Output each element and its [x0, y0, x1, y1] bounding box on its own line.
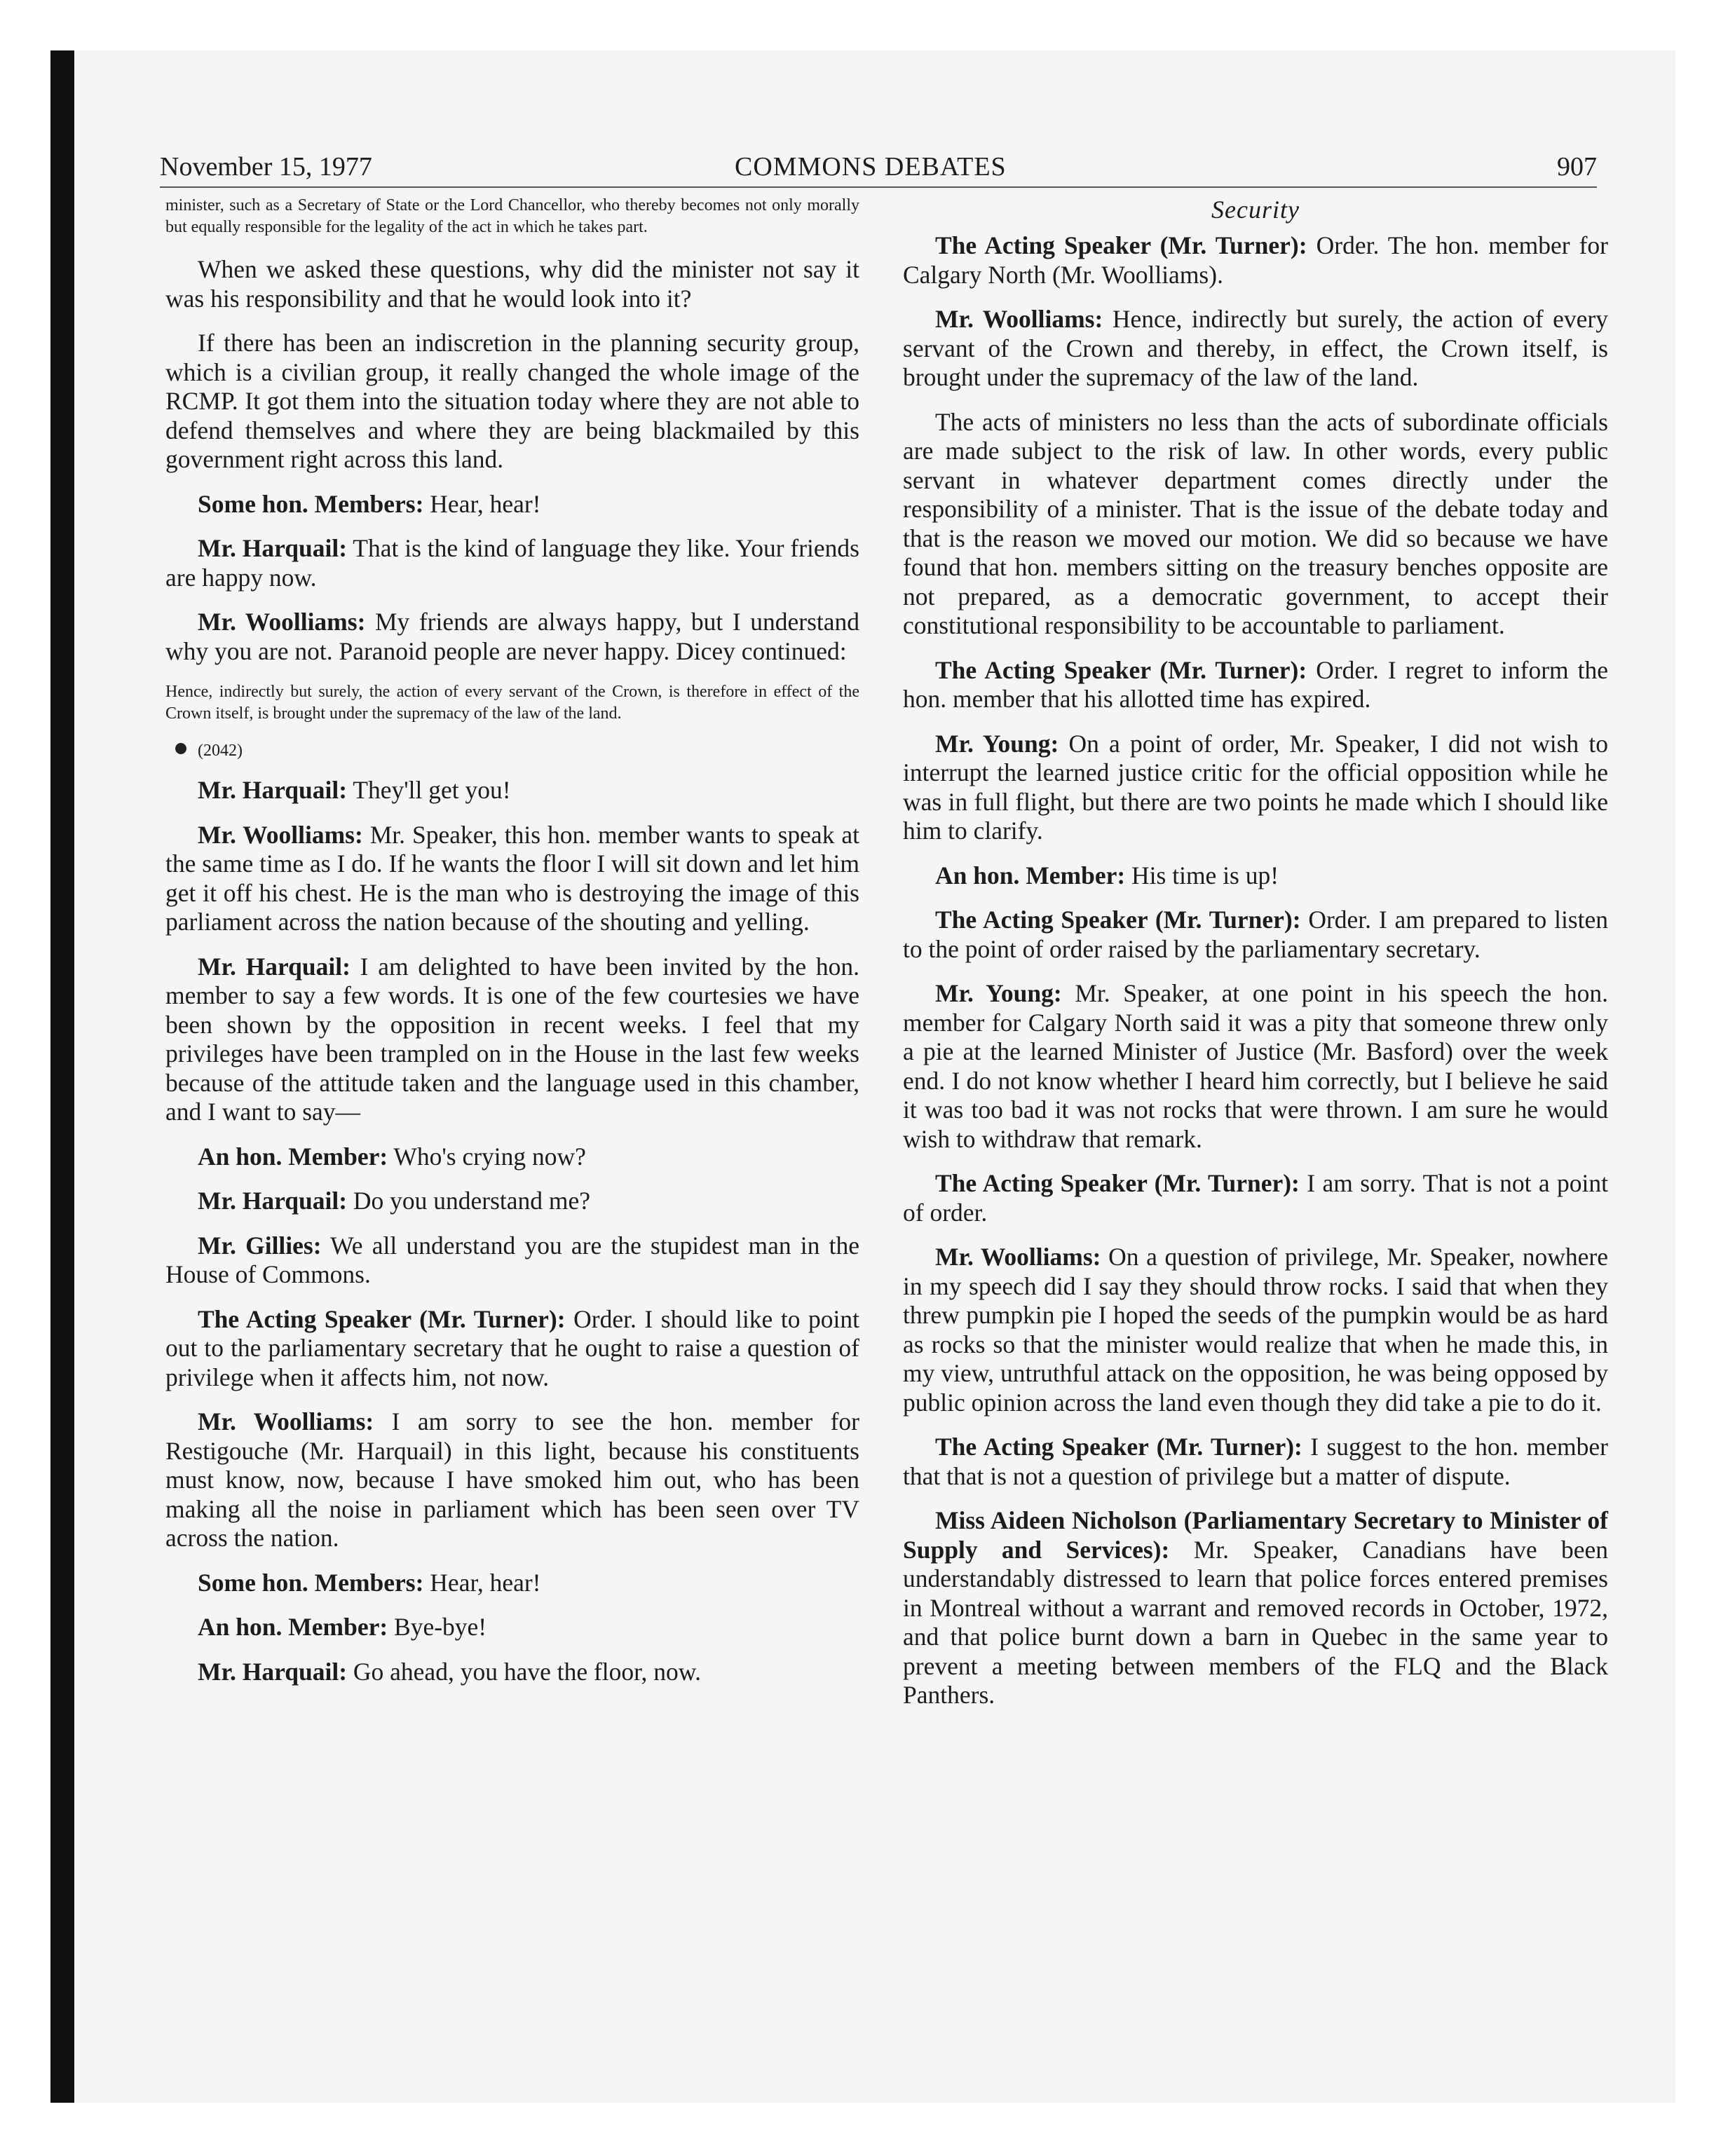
paragraph-text: Mr. Speaker, this hon. member wants to speak at the same time as I do. If he wants the floor I will sit down and let him get it off his chest. He is the man who is destroying the image of this parliament across the nation because of the shouting and yelling.	[165, 820, 860, 936]
speaker-name: Mr. Gillies:	[198, 1231, 322, 1260]
paragraph-text: Mr. Speaker, Canadians have been understandably distressed to learn that police forces entered premises in Montreal without a warrant and removed records in October, 1972, and that police burnt down a barn in Quebec in the same year to prevent a meeting between members of the FLQ and the Black Panthers.	[903, 1535, 1609, 1709]
speaker-name: Mr. Harquail:	[198, 952, 351, 981]
paragraph-text: Order. I should like to point out to the parliamentary secretary that he ought to raise a question of privilege when it affects him, not now.	[165, 1304, 860, 1391]
debate-paragraph	[903, 656, 1608, 714]
debate-paragraph	[165, 1658, 859, 1687]
section-title: Security	[1211, 196, 1300, 224]
debate-paragraph	[903, 730, 1608, 846]
debate-paragraph	[165, 490, 859, 519]
debate-paragraph	[165, 608, 859, 666]
paragraph-text: Who's crying now?	[388, 1142, 586, 1171]
header-date: November 15, 1977	[160, 152, 372, 182]
paragraph-text: We all understand you are the stupidest man in the House of Commons.	[165, 1231, 860, 1288]
paragraph-text: They'll get you!	[347, 776, 511, 804]
debate-paragraph	[165, 1305, 859, 1393]
speaker-name: Mr. Young:	[935, 729, 1059, 758]
speaker-name: The Acting Speaker (Mr. Turner):	[935, 655, 1307, 684]
speaker-name: Miss Aideen Nicholson (Parliamentary Secretary to Minister of Supply and Services):	[903, 1506, 1608, 1564]
debate-paragraph	[903, 906, 1608, 964]
speaker-name: The Acting Speaker (Mr. Turner):	[935, 1433, 1302, 1461]
paragraph-text: I suggest to the hon. member that that is not a question of privilege but a matter of dispute.	[903, 1433, 1608, 1490]
speaker-name: An hon. Member:	[935, 861, 1126, 889]
quoted-passage: Hence, indirectly but surely, the action of every servant of the Crown, is therefore in effect of the Crown itself, is brought under the supremacy of the law of the land.	[165, 683, 859, 723]
time-marker-text: (2042)	[198, 742, 243, 760]
debate-paragraph	[165, 953, 859, 1127]
paragraph-text: Bye-bye!	[388, 1613, 487, 1641]
debate-paragraph	[903, 231, 1608, 289]
speaker-name: Mr. Woolliams:	[935, 305, 1103, 333]
time-marker	[175, 742, 859, 760]
speaker-name: Mr. Harquail:	[198, 1187, 348, 1215]
speaker-name: Mr. Young:	[935, 979, 1062, 1007]
speaker-name: The Acting Speaker (Mr. Turner):	[198, 1304, 566, 1333]
debate-paragraph	[165, 1613, 859, 1642]
speaker-name: Mr. Woolliams:	[935, 1243, 1101, 1271]
speaker-name: Some hon. Members:	[198, 1568, 424, 1597]
paragraph-text: The acts of ministers no less than the acts of subordinate officials are made subject to the risk of law. In other words, every public servant in whatever department comes directly under the responsibility of a minister. That is the issue of the debate today and that is the reason we moved our motion. We did so because we have found that hon. members sitting on the treasury benches opposite are not prepared, as a democratic government, to accept their constitutional responsibility to be accountable to parliament.	[903, 407, 1608, 639]
speaker-name: The Acting Speaker (Mr. Turner):	[935, 1169, 1300, 1197]
speaker-name: Mr. Harquail:	[198, 534, 348, 562]
speaker-name: The Acting Speaker (Mr. Turner):	[935, 906, 1301, 934]
paragraph-text: On a point of order, Mr. Speaker, I did not wish to interrupt the learned justice critic for the official opposition while he was in full flight, but there are two points he made which I should like him to clarify.	[903, 729, 1608, 845]
debate-paragraph	[165, 1187, 859, 1216]
debate-paragraph	[165, 329, 859, 475]
speaker-name: Mr. Harquail:	[198, 776, 348, 804]
speaker-name: The Acting Speaker (Mr. Turner):	[935, 231, 1307, 259]
debate-paragraph	[165, 1142, 859, 1172]
debate-paragraph	[165, 776, 859, 805]
debate-paragraph	[165, 1569, 859, 1598]
debate-paragraph	[903, 979, 1608, 1154]
bullet-icon	[175, 743, 186, 754]
debate-paragraph	[165, 255, 859, 313]
paragraph-text: I am delighted to have been invited by the hon. member to say a few words. It is one of the few courtesies we have been shown by the opposition in recent weeks. I feel that my privileges have been trampled on in the House in the last few weeks because of the attitude taken and the language used in this chamber, and I want to say—	[165, 952, 859, 1126]
paragraph-text: Hear, hear!	[423, 1568, 541, 1597]
debate-paragraph	[165, 821, 859, 937]
paragraph-text: I am sorry. That is not a point of order.	[903, 1169, 1608, 1227]
quoted-passage: minister, such as a Secretary of State or the Lord Chancellor, who thereby becomes not only morally but equally responsible for the legality of the act in which he takes part.	[165, 196, 859, 236]
paragraph-text: If there has been an indiscretion in the planning security group, which is a civilian group, it really changed the whole image of the RCMP. It got them into the situation today where they are not able to defend themselves and where they are being blackmailed by this government right across this land.	[165, 329, 859, 473]
header-title: COMMONS DEBATES	[735, 152, 1007, 182]
binding-edge	[50, 50, 74, 2103]
paragraph-text: I am sorry to see the hon. member for Restigouche (Mr. Harquail) in this light, because his constituents must know, now, because I have smoked him out, who has been making all the noise in parliament which has been seen over TV across the nation.	[165, 1407, 859, 1552]
speaker-name: An hon. Member:	[198, 1142, 388, 1171]
speaker-name: Mr. Woolliams:	[198, 608, 366, 636]
paragraph-text: Hence, indirectly but surely, the action of every servant of the Crown and thereby, in effect, the Crown itself, is brought under the supremacy of the law of the land.	[903, 305, 1609, 391]
left-column	[165, 195, 859, 1702]
paragraph-text: Go ahead, you have the floor, now.	[347, 1657, 701, 1686]
paragraph-text: Order. I regret to inform the hon. member that his allotted time has expired.	[903, 655, 1609, 713]
paragraph-text: When we asked these questions, why did the minister not say it was his responsibility and that he would look into it?	[165, 255, 859, 313]
speaker-name: Mr. Harquail:	[198, 1657, 348, 1686]
paragraph-text: That is the kind of language they like. Your friends are happy now.	[165, 534, 859, 592]
debate-paragraph	[903, 305, 1608, 393]
paragraph-text: Order. I am prepared to listen to the point of order raised by the parliamentary secretary.	[903, 906, 1608, 963]
right-column	[903, 195, 1608, 1726]
page-number: 907	[1557, 152, 1597, 182]
debate-paragraph	[903, 1243, 1608, 1417]
speaker-name: Mr. Woolliams:	[198, 820, 363, 849]
speaker-name: An hon. Member:	[198, 1613, 388, 1641]
paragraph-text: Mr. Speaker, at one point in his speech the hon. member for Calgary North said it was a pity that someone threw only a pie at the learned Minister of Justice (Mr. Basford) over the week end. I do not know whether I heard him correctly, but I believe he said it was too bad it was not rocks that were thrown. I am sure he would wish to withdraw that remark.	[903, 979, 1608, 1153]
debate-paragraph	[903, 861, 1608, 891]
debate-paragraph	[165, 1407, 859, 1553]
paragraph-text: Do you understand me?	[347, 1187, 591, 1215]
debate-paragraph	[903, 408, 1608, 641]
paragraph-text: Order. The hon. member for Calgary North (Mr. Woolliams).	[903, 231, 1608, 289]
speaker-name: Mr. Woolliams:	[198, 1407, 374, 1435]
paragraph-text: My friends are always happy, but I understand why you are not. Paranoid people are never happy. Dicey continued:	[165, 608, 860, 665]
paragraph-text: His time is up!	[1125, 861, 1279, 889]
debate-paragraph	[165, 534, 859, 592]
debate-paragraph	[903, 1506, 1608, 1710]
debate-paragraph	[903, 1169, 1608, 1227]
speaker-name: Some hon. Members:	[198, 489, 424, 518]
paragraph-text: On a question of privilege, Mr. Speaker, nowhere in my speech did I say they should throw rocks. I said that when they threw pumpkin pie I hoped the seeds of the pumpkin would be as hard as rocks so that the minister would realize that when he made this, in my view, untruthful attack on the opposition, he was being opposed by public opinion across the land even though they did take a pie to do it.	[903, 1243, 1608, 1417]
debate-paragraph	[165, 1231, 859, 1290]
paragraph-text: Hear, hear!	[423, 489, 541, 518]
page-header	[160, 137, 1597, 188]
debate-paragraph	[903, 1433, 1608, 1491]
